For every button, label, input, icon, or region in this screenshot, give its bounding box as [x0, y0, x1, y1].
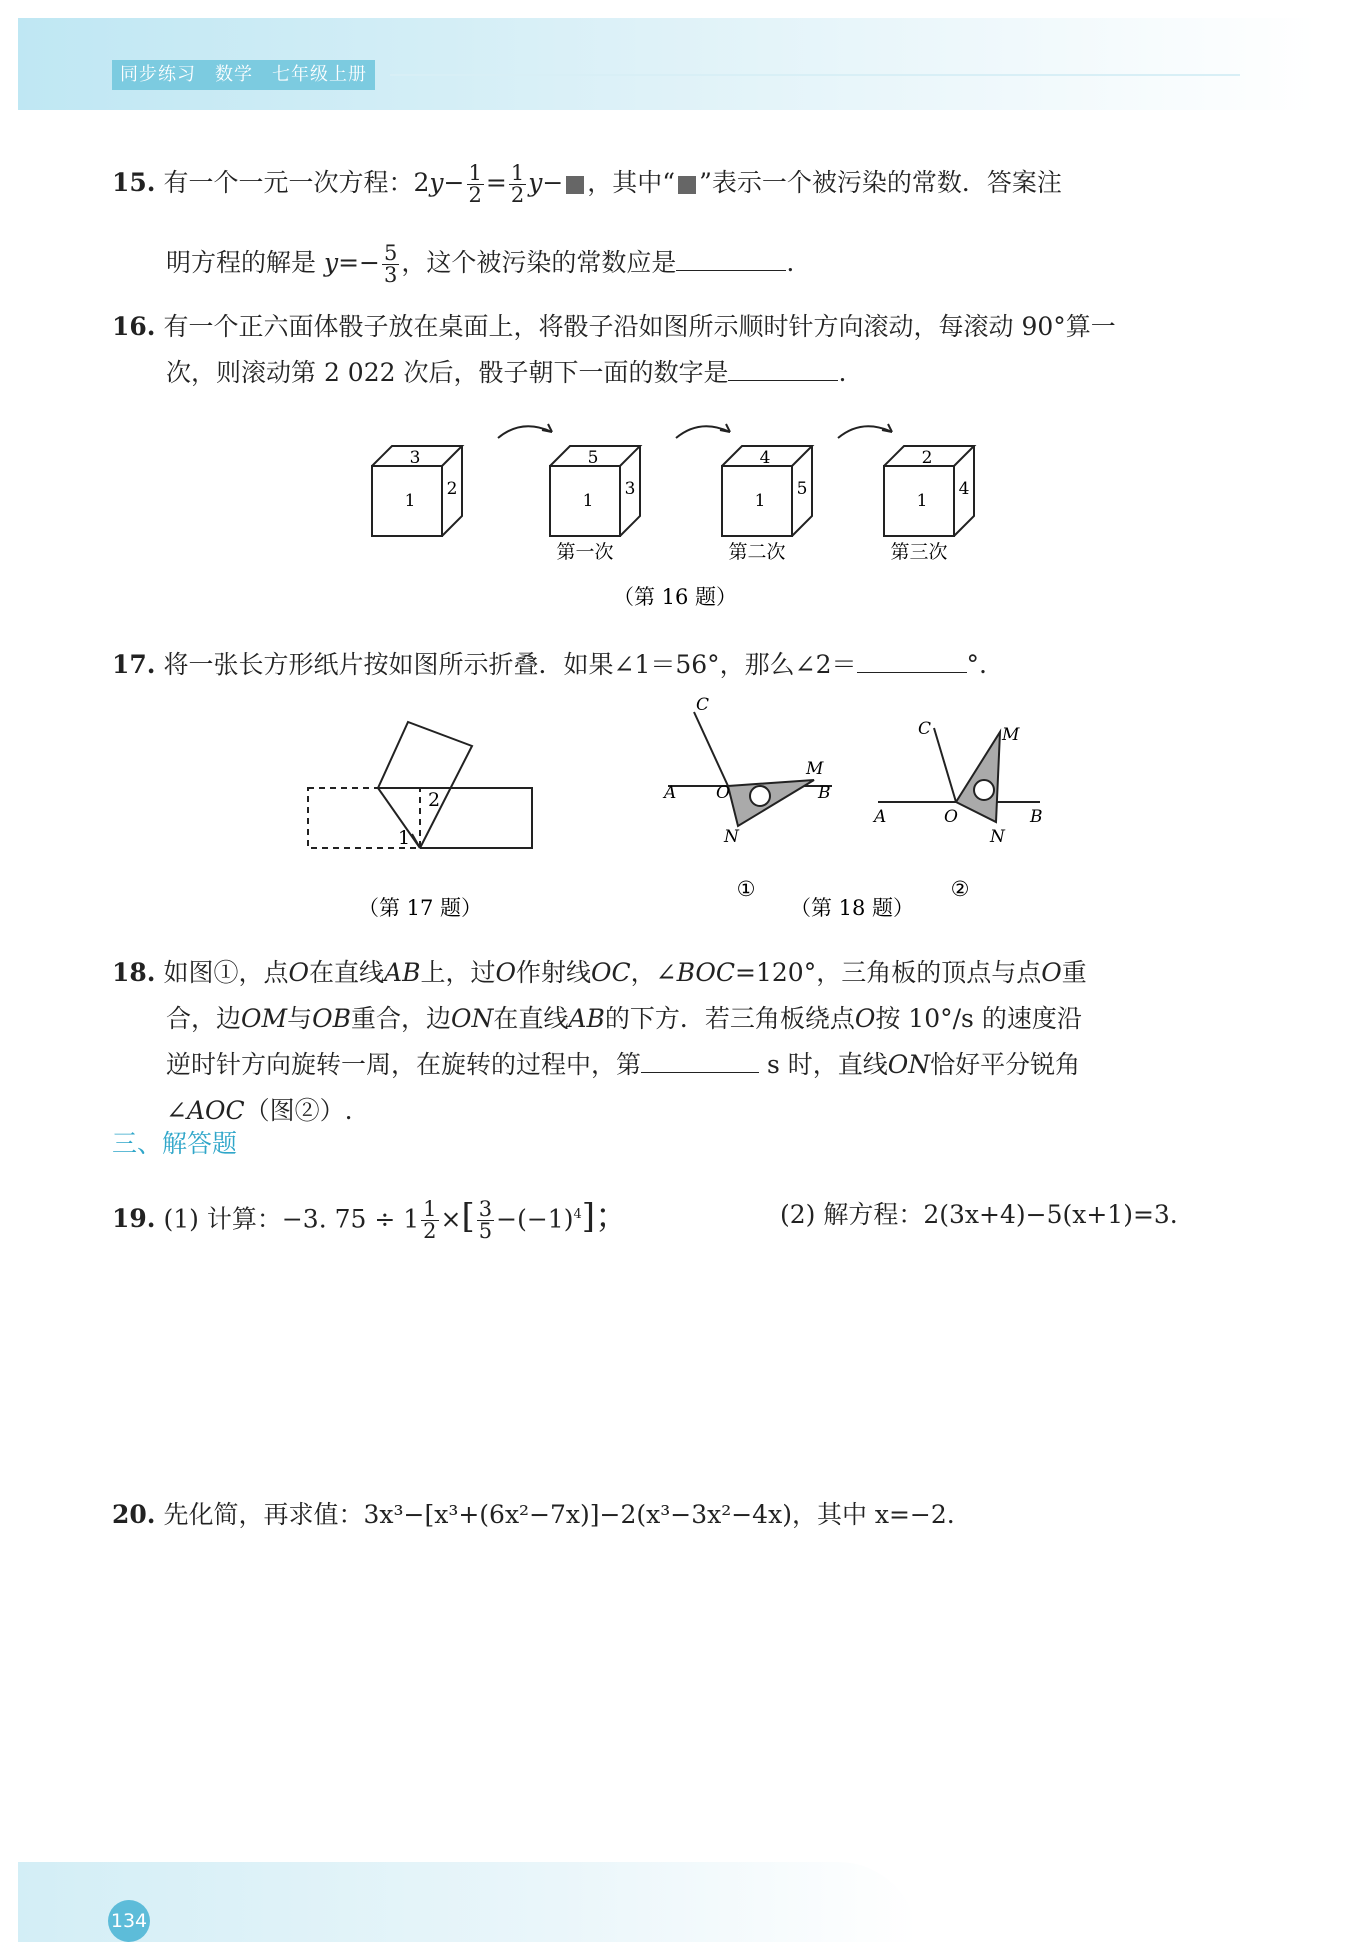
angle-2-label: 2	[428, 789, 441, 811]
fraction: $\frac{1}{2}$	[510, 161, 525, 207]
answer-blank[interactable]	[641, 1050, 759, 1073]
svg-text:1: 1	[582, 491, 594, 511]
rotate-arrow-icon	[498, 426, 552, 438]
sub-figure-label: ①	[736, 877, 756, 901]
section-heading: 三、解答题	[112, 1129, 238, 1158]
svg-text:1: 1	[916, 491, 928, 511]
die-label: 第三次	[890, 541, 948, 563]
svg-text:C: C	[918, 719, 932, 739]
q-number: 19.	[112, 1204, 156, 1234]
question-17: 17. 将一张长方形纸片按如图所示折叠．如果∠1＝56°，那么∠2＝ °.	[112, 650, 987, 679]
q-number: 18.	[112, 958, 156, 987]
svg-text:5: 5	[796, 479, 808, 499]
question-16-line2: 次，则滚动第 2 022 次后，骰子朝下一面的数字是 .	[166, 358, 847, 387]
figure-caption: （第 18 题）	[789, 896, 915, 920]
svg-text:A: A	[874, 807, 887, 827]
question-18-line3: 逆时针方向旋转一周，在旋转的过程中，第 s 时，直线ON恰好平分锐角	[166, 1050, 1081, 1079]
question-15-line2: 明方程的解是 y=− $\frac{5}{3}$ ，这个被污染的常数应是 .	[166, 241, 795, 287]
question-15: 15. 有一个一元一次方程：2y− $\frac{1}{2}$ = $\frac{1}{2}$ y− ，其中“ ”表示一个被污染的常数．答案注	[112, 161, 1062, 207]
footer-band	[18, 1862, 918, 1942]
svg-text:3: 3	[624, 479, 636, 499]
svg-text:N: N	[990, 827, 1005, 847]
fraction: $\frac{1}{2}$	[468, 161, 482, 207]
svg-text:4: 4	[958, 479, 970, 499]
q-number: 17.	[112, 650, 156, 679]
svg-text:C: C	[696, 695, 710, 715]
svg-text:O: O	[716, 783, 730, 803]
svg-text:2: 2	[921, 448, 933, 468]
question-18: 18. 如图①，点O在直线AB上，过O作射线OC，∠BOC=120°，三角板的顶点与点O重	[112, 958, 1087, 987]
die-label: 第二次	[728, 541, 786, 563]
figure-caption: （第 17 题）	[357, 896, 483, 920]
question-19: 19. (1) 计算：−3. 75 ÷ 1 $\frac{1}{2}$ ×[ $\frac{3}{5}$ $-(-1)^4$]； (2) 解方程：2(3x+4)−5(x+1)=3.	[112, 1192, 1242, 1242]
question-18-line4: ∠AOC（图②）.	[166, 1096, 353, 1125]
svg-text:4: 4	[759, 448, 771, 468]
svg-text:M: M	[806, 759, 824, 779]
q-number: 16.	[112, 312, 156, 341]
q19-part2: (2) 解方程：2(3x+4)−5(x+1)=3.	[780, 1200, 1178, 1229]
die-front-face: 1	[404, 491, 416, 511]
book-title: 同步练习 数学 七年级上册	[112, 60, 375, 90]
q-number: 20.	[112, 1500, 156, 1529]
question-18-line2: 合，边OM与OB重合，边ON在直线AB的下方．若三角板绕点O按 10°/s 的速度沿	[166, 1004, 1082, 1033]
svg-text:O: O	[944, 807, 958, 827]
svg-text:B: B	[1030, 807, 1043, 827]
die-side-face: 2	[446, 479, 458, 499]
page-number: 134	[108, 1900, 150, 1942]
rotate-arrow-icon	[838, 426, 892, 438]
figure-caption: （第 16 题）	[612, 585, 738, 609]
sub-figure-label: ②	[950, 877, 970, 901]
svg-text:B: B	[818, 783, 831, 803]
svg-text:5: 5	[587, 448, 599, 468]
die-label: 第一次	[556, 541, 614, 563]
rotate-arrow-icon	[676, 426, 730, 438]
svg-text:M: M	[1002, 725, 1020, 745]
fraction: $\frac{1}{2}$	[423, 1197, 437, 1244]
svg-text:N: N	[724, 827, 739, 847]
svg-text:A: A	[664, 783, 677, 803]
question-20: 20. 先化简，再求值：3x³−[x³+(6x²−7x)]−2(x³−3x²−4x)，其中 x=−2.	[112, 1500, 955, 1529]
svg-text:1: 1	[754, 491, 766, 511]
folded-paper-figure	[308, 722, 532, 848]
question-16: 16. 有一个正六面体骰子放在桌面上，将骰子沿如图所示顺时针方向滚动，每滚动 90°算一	[112, 312, 1116, 341]
answer-blank[interactable]	[857, 650, 967, 673]
die-top-face: 3	[409, 448, 421, 468]
q-number: 15.	[112, 168, 156, 197]
angle-1-label: 1	[398, 827, 411, 849]
fraction: $\frac{3}{5}$	[478, 1197, 493, 1244]
fraction: $\frac{5}{3}$	[384, 241, 398, 287]
